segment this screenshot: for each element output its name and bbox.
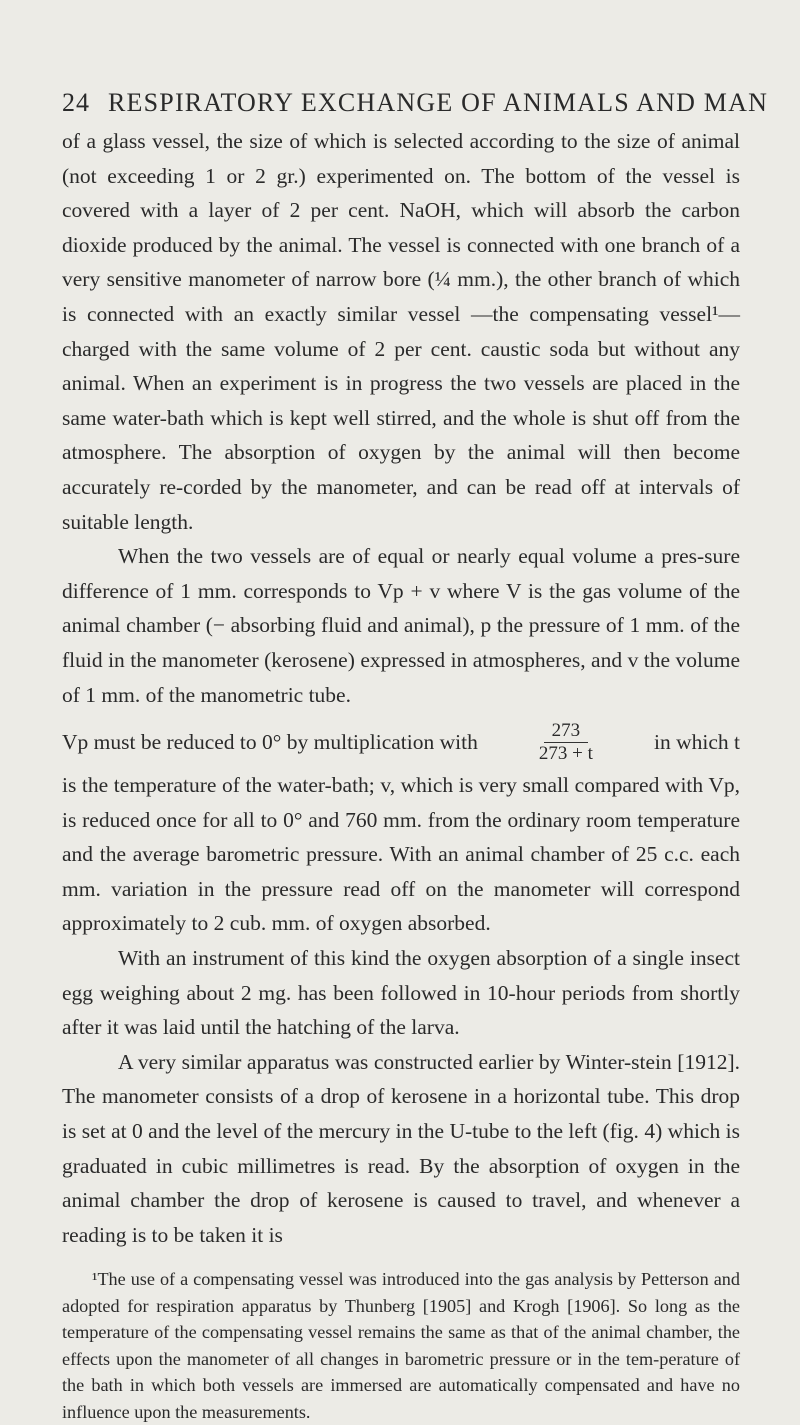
formula-text-right: in which t <box>654 729 740 754</box>
paragraph-continued: of a glass vessel, the size of which is selected according to the size of animal (not exceeding 1 or 2 gr.) experimented on. The bottom of the vessel is covered with a layer of 2 per cent. NaOH, which will absorb the carbon dioxide produced by the animal. The vessel is connected with one branch of a very sensitive manometer of narrow bore (¼ mm.), the other branch of which is connected with an exactly similar vessel —the compensating vessel¹—charged with the same volume of 2 per cent. caustic soda but without any animal. When an experiment is in progress the two vessels are placed in the same water-bath which is kept well stirred, and the whole is shut off from the atmosphere. The absorption of oxygen by the animal will then become accurately re-corded by the manometer, and can be read off at intervals of suitable length. <box>62 129 740 534</box>
running-title: RESPIRATORY EXCHANGE OF ANIMALS AND MAN <box>108 88 769 117</box>
running-head <box>62 88 769 118</box>
formula-line <box>62 716 740 768</box>
footnote-compensating-vessel: ¹The use of a compensating vessel was introduced into the gas analysis by Petterson and adopted for respiration apparatus by Thunberg [1905] and Krogh [1906]. So long as the temperature of the compensating vessel remains the same as that of the animal chamber, the effects upon the manometer of all changes in barometric pressure or in the tem-perature of the bath in which both vessels are immersed are automatically compensated and have no influence upon the measurements. <box>62 1269 740 1422</box>
fraction-denominator: 273 + t <box>538 742 593 764</box>
body-text <box>62 124 740 1252</box>
page-number: 24 <box>62 88 90 117</box>
paragraph-temperature: is the temperature of the water-bath; v, which is very small compared with Vp, is reduced once for all to 0° and 760 mm. from the ordinary room temperature and the average barometric pressure. With an animal chamber of 25 c.c. each mm. variation in the pressure read off on the manometer will correspond approximately to 2 cub. mm. of oxygen absorbed. <box>62 773 740 936</box>
paragraph-winterstein: A very similar apparatus was constructed earlier by Winter-stein [1912]. The manometer consists of a drop of kerosene in a horizontal tube. This drop is set at 0 and the level of the mercury in the U-tube to the left (fig. 4) which is graduated in cubic millimetres is read. By the absorption of oxygen in the animal chamber the drop of kerosene is caused to travel, and whenever a reading is to be taken it is <box>62 1049 740 1247</box>
fraction-numerator: 273 <box>544 720 589 743</box>
footnotes <box>62 1266 740 1425</box>
formula-text-left: Vp must be reduced to 0° by multiplication with <box>62 729 478 754</box>
paragraph-insect-egg: With an instrument of this kind the oxygen absorption of a single insect egg weighing about 2 mg. has been followed in 10-hour periods from shortly after it was laid until the hatching of the larva. <box>62 946 740 1040</box>
book-page <box>62 88 769 1425</box>
paragraph-pressure-difference: When the two vessels are of equal or nearly equal volume a pres-sure difference of 1 mm. corresponds to Vp + v where V is the gas volume of the animal chamber (− absorbing fluid and animal), p the pressure of 1 mm. of the fluid in the manometer (kerosene) expressed in atmospheres, and v the volume of 1 mm. of the manometric tube. <box>62 544 740 707</box>
temperature-fraction <box>539 720 593 765</box>
